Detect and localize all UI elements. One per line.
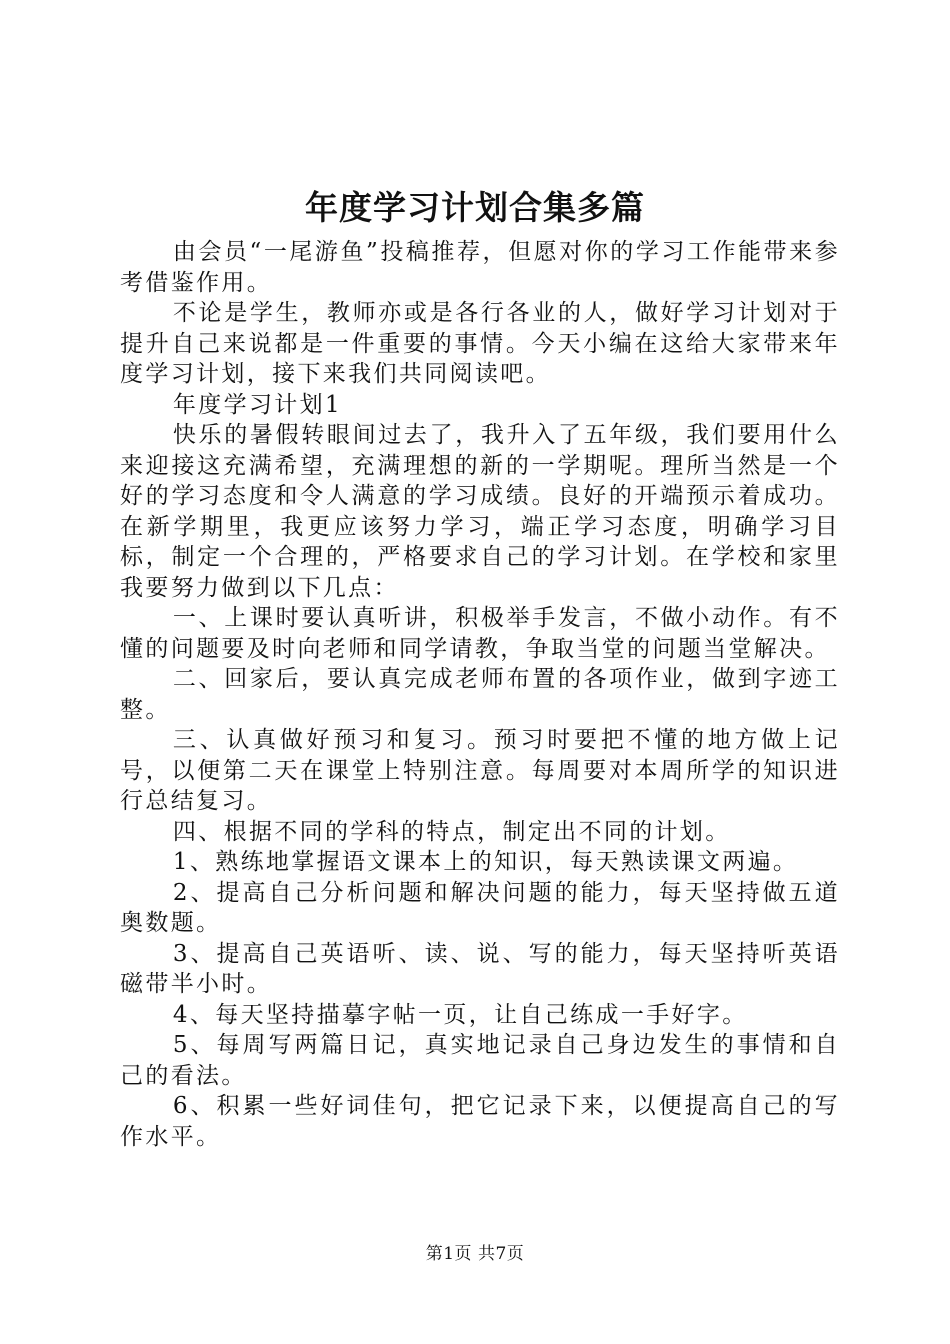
sub-list-item: 1、熟练地掌握语文课本上的知识，每天熟读课文两遍。 bbox=[172, 849, 799, 875]
sub-list-item: 5、每周写两篇日记，真实地记录自己身边发生的事情和自己的看法。 bbox=[120, 1032, 840, 1089]
list-item: 三、认真做好预习和复习。预习时要把不懂的地方做上记号，以便第二天在课堂上特别注意。每周要对本周所学的知识进行总结复习。 bbox=[120, 727, 840, 814]
page-title: 年度学习计划合集多篇 bbox=[305, 188, 645, 227]
paragraph-main: 快乐的暑假转眼间过去了，我升入了五年级，我们要用什么来迎接这充满希望，充满理想的新的一学期呢。理所当然是一个好的学习态度和令人满意的学习成绩。良好的开端预示着成功。在新学期里，我更应该努力学习，端正学习态度，明确学习目标，制定一个合理的，严格要求自己的学习计划。在学校和家里我要努力做到以下几点： bbox=[120, 422, 840, 601]
paragraph-intro: 由会员“一尾游鱼”投稿推荐，但愿对你的学习工作能带来参考借鉴作用。 bbox=[120, 239, 840, 296]
paragraph-preface: 不论是学生，教师亦或是各行各业的人，做好学习计划对于提升自己来说都是一件重要的事情。今天小编在这给大家带来年度学习计划，接下来我们共同阅读吧。 bbox=[120, 300, 840, 387]
list-item: 四、根据不同的学科的特点，制定出不同的计划。 bbox=[172, 818, 731, 845]
sub-list-item: 2、提高自己分析问题和解决问题的能力，每天坚持做五道奥数题。 bbox=[120, 879, 840, 936]
sub-list-item: 6、积累一些好词佳句，把它记录下来，以便提高自己的写作水平。 bbox=[120, 1093, 840, 1150]
sub-list-item: 3、提高自己英语听、读、说、写的能力，每天坚持听英语磁带半小时。 bbox=[120, 940, 840, 997]
sub-list-item: 4、每天坚持描摹字帖一页，让自己练成一手好字。 bbox=[172, 1001, 748, 1028]
section-heading: 年度学习计划1 bbox=[172, 391, 342, 418]
list-item: 一、上课时要认真听讲，积极举手发言，不做小动作。有不懂的问题要及时向老师和同学请教，争取当堂的问题当堂解决。 bbox=[120, 605, 840, 662]
document-body bbox=[120, 237, 840, 1152]
list-item: 二、回家后，要认真完成老师布置的各项作业，做到字迹工整。 bbox=[120, 666, 840, 723]
page-number-footer: 第1页 共7页 bbox=[425, 1244, 525, 1264]
